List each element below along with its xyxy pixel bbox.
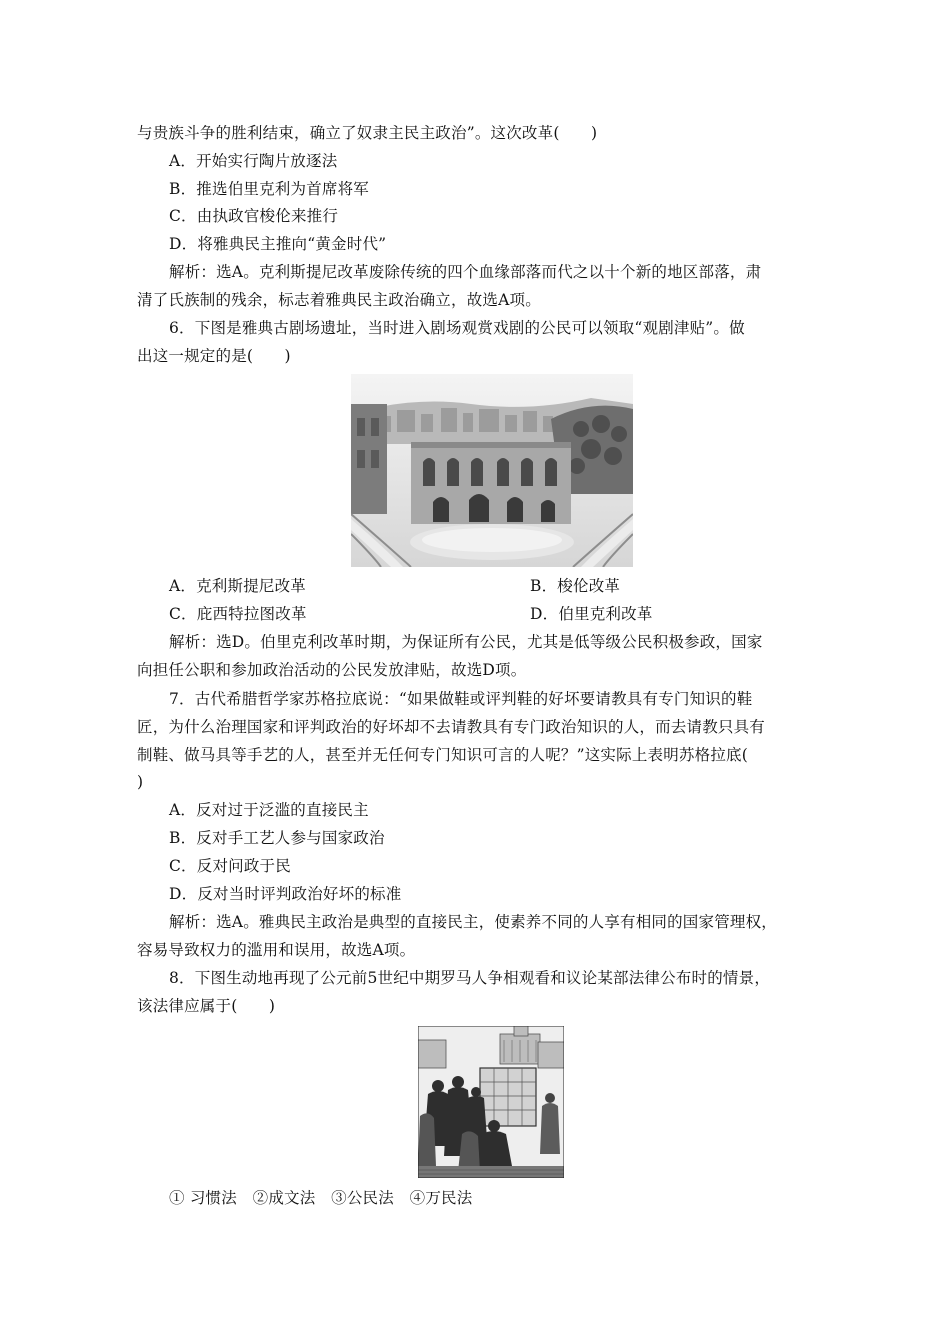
q6-stem-line-2: 出这一规定的是( ) (137, 347, 291, 365)
q6-option-a: A．克利斯提尼改革 (169, 577, 306, 595)
q7-analysis-line-2: 容易导致权力的滥用和误用，故选A项。 (137, 941, 416, 959)
q6-option-b: B．梭伦改革 (530, 577, 621, 595)
q6-analysis-line-2: 向担任公职和参加政治活动的公民发放津贴，故选D项。 (137, 661, 527, 679)
q5-option-d: D．将雅典民主推向“黄金时代” (169, 235, 387, 253)
q8-stem-line-1: 8．下图生动地再现了公元前5世纪中期罗马人争相观看和议论某部法律公布时的情景， (169, 969, 771, 987)
q7-option-d: D．反对当时评判政治好坏的标准 (169, 885, 402, 903)
q7-stem-line-4: ) (137, 773, 144, 791)
q5-analysis-line-1: 解析：选A。克利斯提尼改革废除传统的四个血缘部落而代之以十个新的地区部落，肃 (169, 263, 762, 281)
q6-option-d: D．伯里克利改革 (530, 605, 653, 623)
q7-option-a: A．反对过于泛滥的直接民主 (169, 801, 369, 819)
q6-stem-line-1: 6．下图是雅典古剧场遗址，当时进入剧场观赏戏剧的公民可以领取“观剧津贴”。做 (169, 319, 745, 337)
q7-stem-line-2: 匠，为什么治理国家和评判政治的好坏却不去请教具有专门政治知识的人，而去请教只具有 (137, 718, 766, 736)
roman-law-engraving (418, 1026, 564, 1178)
q8-stem-line-2: 该法律应属于( ) (137, 997, 276, 1015)
q7-stem-line-3: 制鞋、做马具等手艺的人，甚至并无任何专门知识可言的人呢？”这实际上表明苏格拉底( (137, 746, 748, 764)
q5-option-a: A．开始实行陶片放逐法 (169, 152, 338, 170)
q5-analysis-line-2: 清了氏族制的残余，标志着雅典民主政治确立，故选A项。 (137, 291, 541, 309)
q7-option-b: B．反对手工艺人参与国家政治 (169, 829, 385, 847)
q7-analysis-line-1: 解析：选A。雅典民主政治是典型的直接民主，使素养不同的人享有相同的国家管理权， (169, 913, 777, 931)
q7-stem-line-1: 7．古代希腊哲学家苏格拉底说：“如果做鞋或评判鞋的好坏要请教具有专门知识的鞋 (169, 690, 753, 708)
q8-items: ① 习惯法 ②成文法 ③公民法 ④万民法 (169, 1189, 473, 1207)
ancient-theater-photo (351, 374, 633, 567)
q6-analysis-line-1: 解析：选D。伯里克利改革时期，为保证所有公民，尤其是低等级公民积极参政，国家 (169, 633, 763, 651)
q5-option-c: C．由执政官梭伦来推行 (169, 207, 339, 225)
q5-stem-tail: 与贵族斗争的胜利结束，确立了奴隶主民主政治”。这次改革( ) (137, 124, 598, 142)
q7-option-c: C．反对问政于民 (169, 857, 291, 875)
q6-option-c: C．庇西特拉图改革 (169, 605, 307, 623)
q5-option-b: B．推选伯里克利为首席将军 (169, 180, 369, 198)
